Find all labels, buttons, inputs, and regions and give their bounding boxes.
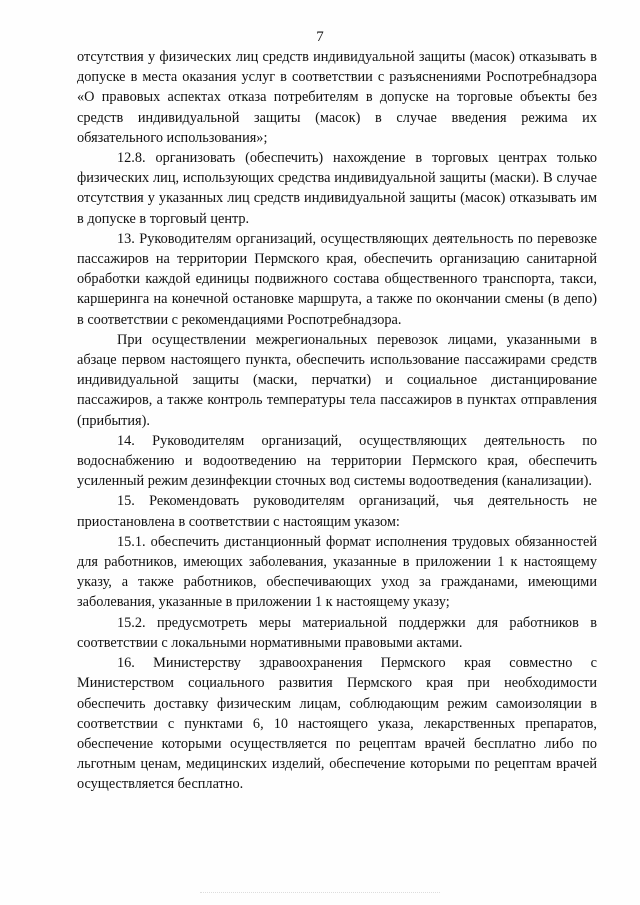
paragraph-13: 13. Руководителям организаций, осуществляющих деятельность по перевозке пассажиров на территории Пермского края, обеспечить организацию санитарной обработки каждой единицы подвижного состава общественного транспорта, такси, каршеринга на конечной остановке маршрута, а также по окончании смены (в депо) в соответствии с рекомендациями Роспотребнадзора.: [77, 230, 597, 328]
paragraph-16: 16. Министерству здравоохранения Пермского края совместно с Министерством социального развития Пермского края при необходимости обеспечить доставку физическим лицам, соблюдающим режим самоизоляции в соответствии с пунктами 6, 10 настоящего указа, лекарственных препаратов, обеспечение которыми осуществляется по рецептам врачей бесплатно либо по льготным ценам, медицинских изделий, обеспечение которыми по рецептам врачей осуществляется бесплатно.: [77, 655, 597, 793]
paragraph-15-1: 15.1. обеспечить дистанционный формат исполнения трудовых обязанностей для работников, имеющих заболевания, указанные в приложении 1 к настоящему указу, а также работников, обеспечивающих уход за гражданами, имеющими заболевания, указанные в приложении 1 к настоящему указу;: [77, 533, 597, 611]
paragraph-12-8: 12.8. организовать (обеспечить) нахождение в торговых центрах только физических лиц, использующих средства индивидуальной защиты (маски). В случае отсутствия у указанных лиц средств индивидуальной защиты (масок) отказывать им в допуске в торговый центр.: [77, 150, 597, 227]
page-number: 7: [316, 29, 324, 45]
paragraph-15: 15. Рекомендовать руководителям организаций, чья деятельность не приостановлена в соответствии с настоящим указом:: [77, 493, 597, 530]
paragraph-15-2: 15.2. предусмотреть меры материальной поддержки для работников в соответствии с локальными нормативными правовыми актами.: [77, 614, 597, 651]
document-body: [77, 47, 597, 795]
paragraph-continuation: отсутствия у физических лиц средств индивидуальной защиты (масок) отказывать в допуске в места оказания услуг в соответствии с разъяснениями Роспотребнадзора «О правовых аспектах отказа потребителям в допуске на торговые объекты без средств индивидуальной защиты (масок) в случае введения режима их обязательного использования»;: [77, 49, 597, 146]
paragraph-13-interregional: При осуществлении межрегиональных перевозок лицами, указанными в абзаце первом настоящего пункта, обеспечить использование пассажирами средств индивидуальной защиты (маски, перчатки) и социальное дистанцирование пассажиров, а также контроль температуры тела пассажиров в пунктах отправления (прибытия).: [77, 331, 597, 429]
scan-artifact-divider: [200, 892, 440, 897]
paragraph-14: 14. Руководителям организаций, осуществляющих деятельность по водоснабжению и водоотведению на территории Пермского края, обеспечить усиленный режим дезинфекции сточных вод системы водоотведения (канализации).: [77, 432, 597, 490]
